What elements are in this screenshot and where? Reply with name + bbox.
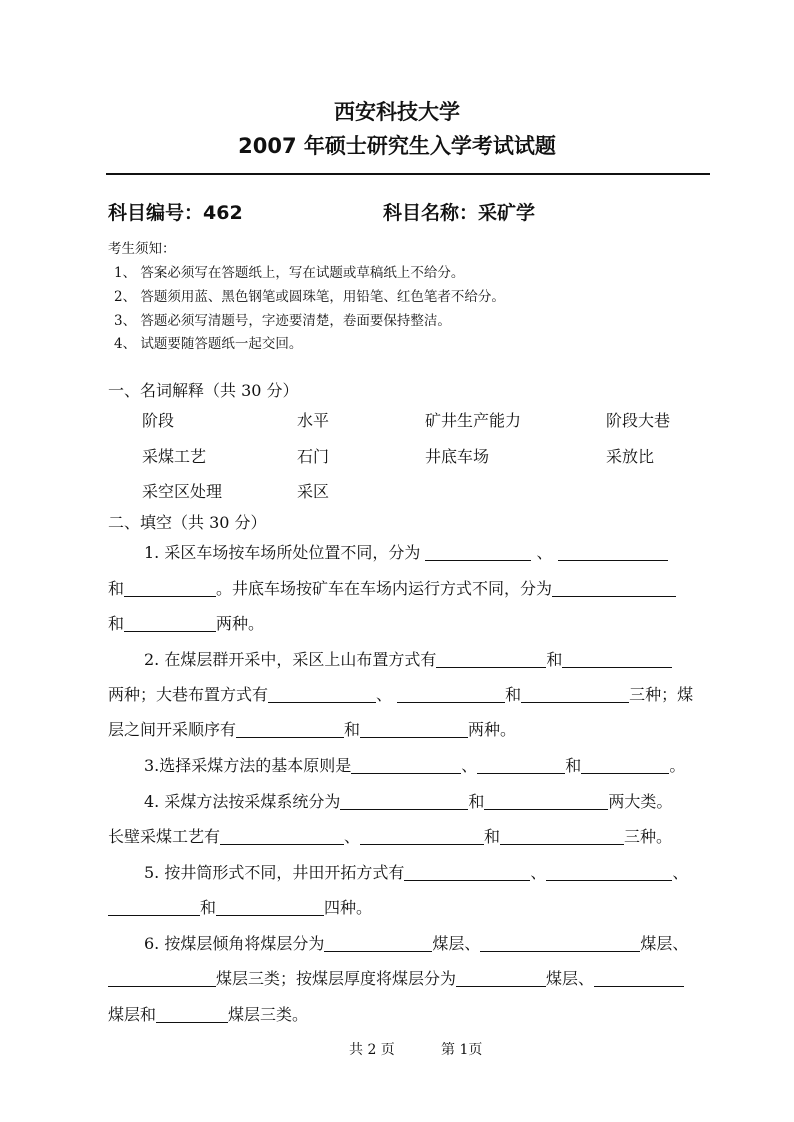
answer-blank[interactable] bbox=[216, 899, 324, 916]
q2-line3 bbox=[108, 717, 516, 740]
q1-line2 bbox=[108, 576, 676, 599]
answer-blank[interactable] bbox=[484, 793, 608, 810]
answer-blank[interactable] bbox=[594, 970, 684, 987]
q3-text: 和 bbox=[565, 756, 582, 775]
q2-text: 和 bbox=[505, 685, 522, 704]
answer-blank[interactable] bbox=[552, 580, 676, 597]
answer-blank[interactable] bbox=[124, 580, 216, 597]
q4-text: 和 bbox=[468, 792, 485, 811]
answer-blank[interactable] bbox=[340, 793, 468, 810]
answer-blank[interactable] bbox=[521, 686, 629, 703]
answer-blank[interactable] bbox=[156, 1006, 228, 1023]
q4-text: 4. 采煤方法按采煤系统分为 bbox=[144, 792, 341, 811]
section1-heading: 一、名词解释（共 30 分） bbox=[108, 381, 299, 400]
section2-heading: 二、填空（共 30 分） bbox=[108, 513, 267, 532]
term: 采空区处理 bbox=[142, 482, 223, 501]
answer-blank[interactable] bbox=[124, 615, 216, 632]
q4-text: 两大类。 bbox=[608, 792, 673, 811]
term: 井底车场 bbox=[425, 447, 490, 466]
q6-line3 bbox=[108, 1002, 308, 1025]
page-total: 共 2 页 bbox=[349, 1042, 395, 1058]
notice-item: 2、 答题须用蓝、黑色钢笔或圆珠笔，用铅笔、红色笔者不给分。 bbox=[114, 289, 505, 305]
term: 矿井生产能力 bbox=[425, 411, 522, 430]
q6-text: 煤层三类。 bbox=[228, 1005, 309, 1024]
q2-text: 两种。 bbox=[468, 720, 517, 739]
answer-blank[interactable] bbox=[500, 828, 624, 845]
q1-text: 。井底车场按矿车在车场内运行方式不同，分为 bbox=[216, 579, 553, 598]
q6-text: 煤层和 bbox=[108, 1005, 157, 1024]
q3-line1 bbox=[144, 753, 685, 776]
q1-text: 和 bbox=[108, 614, 125, 633]
q1-text: 、 bbox=[531, 543, 553, 562]
q2-text: 、 bbox=[376, 685, 393, 704]
answer-blank[interactable] bbox=[236, 721, 344, 738]
answer-blank[interactable] bbox=[220, 828, 344, 845]
answer-blank[interactable] bbox=[477, 757, 565, 774]
notice-item: 4、 试题要随答题纸一起交回。 bbox=[114, 336, 303, 352]
subject-name: 科目名称：采矿学 bbox=[383, 202, 536, 224]
term: 采放比 bbox=[606, 447, 655, 466]
notice-item: 1、 答案必须写在答题纸上，写在试题或草稿纸上不给分。 bbox=[114, 265, 465, 281]
answer-blank[interactable] bbox=[546, 864, 672, 881]
q4-line2 bbox=[108, 824, 672, 847]
q2-text: 层之间开采顺序有 bbox=[108, 720, 237, 739]
q6-line1 bbox=[144, 931, 688, 954]
q6-text: 煤层、 bbox=[640, 934, 689, 953]
q4-text: 三种。 bbox=[624, 827, 673, 846]
answer-blank[interactable] bbox=[562, 651, 672, 668]
q1-text: 两种。 bbox=[216, 614, 265, 633]
q1-text: 1. 采区车场按车场所处位置不同，分为 bbox=[144, 543, 426, 562]
q2-line1 bbox=[144, 647, 672, 670]
q5-text: 四种。 bbox=[324, 898, 373, 917]
answer-blank[interactable] bbox=[324, 935, 432, 952]
answer-blank[interactable] bbox=[360, 721, 468, 738]
q3-text: 、 bbox=[461, 756, 478, 775]
q2-text: 2. 在煤层群开采中，采区上山布置方式有 bbox=[144, 650, 437, 669]
answer-blank[interactable] bbox=[108, 899, 200, 916]
exam-title: 2007 年硕士研究生入学考试试题 bbox=[238, 134, 556, 158]
university-name: 西安科技大学 bbox=[334, 100, 460, 124]
answer-blank[interactable] bbox=[108, 970, 216, 987]
q6-text: 煤层三类；按煤层厚度将煤层分为 bbox=[216, 969, 457, 988]
term: 采煤工艺 bbox=[142, 447, 207, 466]
q6-text: 煤层、 bbox=[546, 969, 595, 988]
q5-text: 、 bbox=[672, 863, 689, 882]
page-current: 第 1页 bbox=[441, 1042, 483, 1058]
q1-text: 和 bbox=[108, 579, 125, 598]
q5-line1 bbox=[144, 860, 688, 883]
q6-line2 bbox=[108, 966, 684, 989]
q4-text: 长壁采煤工艺有 bbox=[108, 827, 221, 846]
term: 采区 bbox=[297, 482, 330, 501]
q1-line1 bbox=[144, 540, 668, 563]
q2-text: 三种；煤 bbox=[629, 685, 694, 704]
term: 水平 bbox=[297, 411, 330, 430]
answer-blank[interactable] bbox=[558, 544, 668, 561]
term: 阶段 bbox=[142, 411, 175, 430]
q3-text: 。 bbox=[669, 756, 686, 775]
q3-text: 3.选择采煤方法的基本原则是 bbox=[144, 756, 352, 775]
answer-blank[interactable] bbox=[360, 828, 484, 845]
q4-line1 bbox=[144, 789, 672, 812]
q2-text: 两种；大巷布置方式有 bbox=[108, 685, 269, 704]
answer-blank[interactable] bbox=[581, 757, 669, 774]
term: 石门 bbox=[297, 447, 330, 466]
q2-text: 和 bbox=[344, 720, 361, 739]
q5-text: 5. 按井筒形式不同，井田开拓方式有 bbox=[144, 863, 405, 882]
q5-text: 和 bbox=[200, 898, 217, 917]
q6-text: 6. 按煤层倾角将煤层分为 bbox=[144, 934, 325, 953]
answer-blank[interactable] bbox=[425, 544, 531, 561]
term: 阶段大巷 bbox=[606, 411, 671, 430]
answer-blank[interactable] bbox=[480, 935, 640, 952]
q1-line3 bbox=[108, 611, 264, 634]
notice-heading: 考生须知： bbox=[108, 241, 176, 257]
answer-blank[interactable] bbox=[456, 970, 546, 987]
answer-blank[interactable] bbox=[404, 864, 530, 881]
header-divider bbox=[106, 173, 710, 175]
answer-blank[interactable] bbox=[436, 651, 546, 668]
notice-item: 3、 答题必须写清题号，字迹要清楚，卷面要保持整洁。 bbox=[114, 313, 451, 329]
q6-text: 煤层、 bbox=[432, 934, 481, 953]
q2-text: 和 bbox=[546, 650, 563, 669]
q4-text: 和 bbox=[484, 827, 501, 846]
q4-text: 、 bbox=[344, 827, 361, 846]
answer-blank[interactable] bbox=[268, 686, 376, 703]
q5-text: 、 bbox=[530, 863, 547, 882]
subject-code: 科目编号：462 bbox=[108, 202, 243, 224]
answer-blank[interactable] bbox=[351, 757, 461, 774]
q5-line2 bbox=[108, 895, 372, 918]
answer-blank[interactable] bbox=[397, 686, 505, 703]
q2-line2 bbox=[108, 682, 693, 705]
